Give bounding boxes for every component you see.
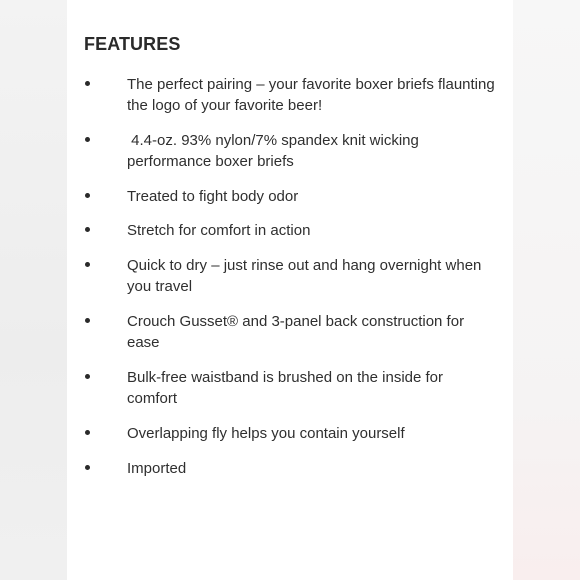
feature-text: The perfect pairing – your favorite boxer briefs flaunting the logo of your favorite beer! (127, 76, 495, 114)
bullet-icon (85, 374, 90, 379)
feature-text: Bulk-free waistband is brushed on the inside for comfort (127, 369, 444, 407)
bullet-icon (85, 193, 90, 198)
right-background-margin (513, 0, 580, 580)
bullet-icon (85, 227, 90, 232)
left-background-margin (0, 0, 67, 580)
bullet-icon (85, 81, 90, 86)
feature-text: Treated to fight body odor (127, 188, 299, 205)
feature-text: Crouch Gusset® and 3-panel back construction for ease (127, 313, 465, 351)
bullet-icon (85, 318, 90, 323)
feature-text: 4.4-oz. 93% nylon/7% spandex knit wicking performance boxer briefs (127, 132, 424, 170)
feature-text: Quick to dry – just rinse out and hang overnight when you travel (127, 257, 482, 295)
feature-text: Overlapping fly helps you contain yourself (127, 425, 405, 442)
features-document (67, 0, 513, 580)
bullet-icon (85, 137, 90, 142)
bullet-icon (85, 262, 90, 267)
features-heading: FEATURES (84, 34, 181, 54)
bullet-icon (85, 430, 90, 435)
feature-text: Stretch for comfort in action (127, 222, 311, 239)
bullet-icon (85, 465, 90, 470)
feature-text: Imported (127, 460, 187, 477)
